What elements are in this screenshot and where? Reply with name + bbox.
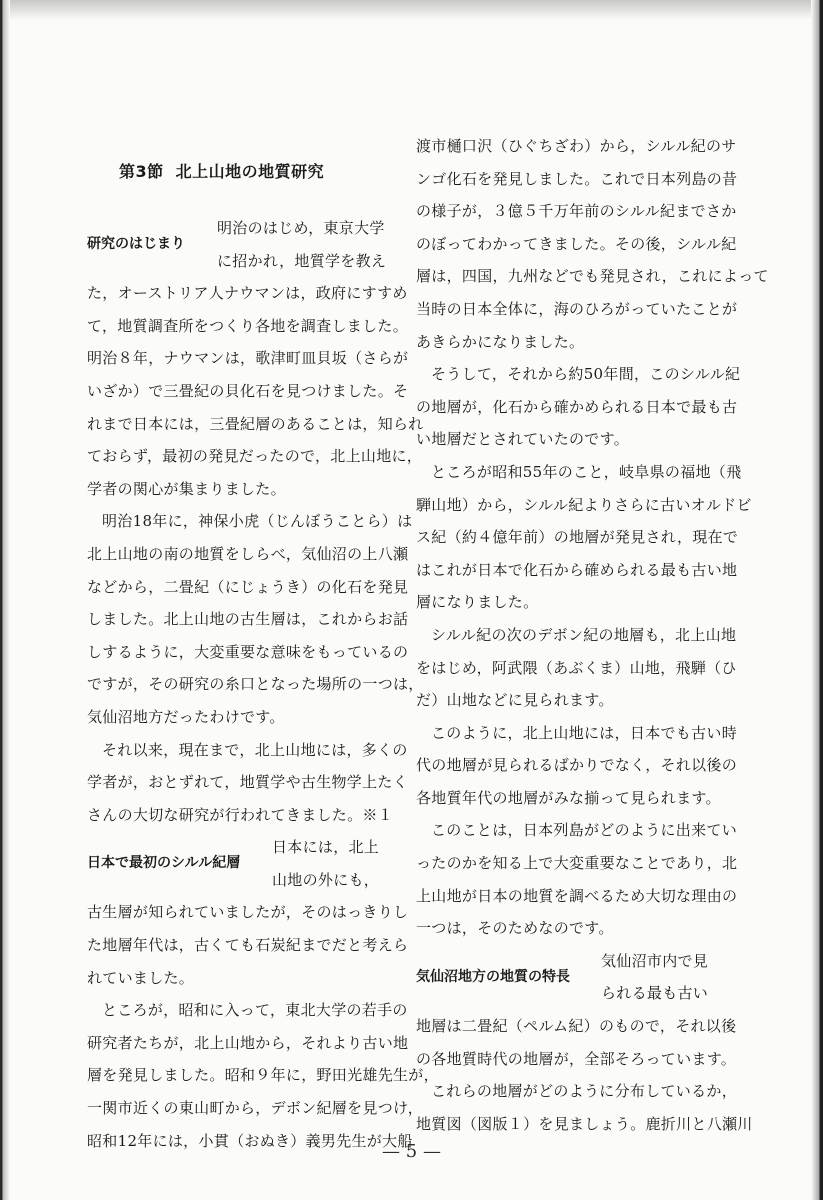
text-line: 地質図（図版１）を見ましょう。鹿折川と八瀬川 — [416, 1114, 753, 1133]
subsection-research-beginning — [87, 212, 392, 277]
text-line: ですが，その研究の糸口となった場所の一つは， — [87, 675, 424, 694]
paragraph — [416, 456, 752, 619]
text-line: 山地の外にも， — [272, 870, 380, 889]
section-number: 第3節 — [119, 162, 164, 181]
text-line: 気仙沼地方だったわけです。 — [87, 707, 285, 726]
text-line: 明治のはじめ，東京大学 — [217, 219, 385, 237]
text-line: シルル紀の次のデボン紀の地層も，北上山地 — [431, 625, 737, 644]
text-line: 一つは，そのためなのです。 — [416, 919, 614, 938]
text-line: ったのかを知る上で大変重要なことであり，北 — [416, 854, 738, 873]
text-line: 研究者たちが，北上山地から，それより古い地 — [87, 1033, 409, 1052]
text-line: られる最も古い — [601, 984, 709, 1003]
page-edge-top — [0, 0, 823, 20]
text-line: 層を発見しました。昭和９年に，野田光雄先生が， — [87, 1066, 439, 1085]
text-line: のぼってわかってきました。その後，シルル紀 — [416, 234, 737, 253]
text-line: れまで日本には，三畳紀層のあることは，知られ — [87, 414, 424, 433]
text-line: れていました。 — [87, 968, 195, 987]
paragraph — [87, 896, 409, 994]
text-line: ス紀（約４億年前）の地層が発見され，現在で — [416, 528, 739, 547]
paragraph — [416, 814, 738, 944]
paragraph — [416, 619, 737, 717]
text-line: そうして，それから約50年間，このシルル紀 — [431, 365, 741, 384]
paragraph — [87, 505, 424, 733]
text-line: た，オーストリア人ナウマンは，政府にすすめ — [87, 284, 408, 303]
text-line: 気仙沼市内で見 — [601, 951, 709, 970]
text-line: 明治８年，ナウマンは，歌津町皿貝坂（さらが — [87, 349, 409, 368]
text-line: をはじめ，阿武隈（あぶくま）山地，飛騨（ひ — [416, 658, 737, 677]
text-line: た地層年代は，古くても石炭紀までだと考えら — [87, 936, 409, 955]
text-line: 一関市近くの東山町から，デボン紀層を見つけ， — [87, 1099, 424, 1118]
text-line: 学者が，おとずれて，地質学や古生物学上たく — [87, 773, 409, 792]
text-line: い地層だとされていたのです。 — [416, 430, 630, 449]
text-line: ところが，昭和に入って，東北大学の若手の — [102, 1001, 408, 1020]
text-line: の様子が，３億５千万年前のシルル紀までさか — [416, 202, 737, 221]
text-line: 昭和12年には，小貫（おぬき）義男先生が大船 — [87, 1131, 413, 1150]
text-line: の地層が，化石から確かめられる日本で最も古 — [416, 397, 738, 416]
text-line: 層になりました。 — [416, 593, 539, 612]
text-line: ンゴ化石を発見しました。これで日本列島の昔 — [416, 169, 738, 188]
subsection-heading: 日本で最初のシルル紀層 — [87, 855, 241, 872]
text-line: て，地質調査所をつくり各地を調査しました。 — [87, 316, 409, 335]
text-line: 各地質年代の地層がみな揃って見られます。 — [416, 788, 721, 807]
paragraph — [87, 994, 439, 1157]
text-line: 騨山地）から，シルル紀よりさらに古いオルドビ — [416, 495, 752, 514]
paragraph — [416, 130, 769, 358]
subsection-first-silurian — [87, 831, 392, 896]
text-line: いざか）で三畳紀の貝化石を見つけました。そ — [87, 381, 409, 400]
subsection-kesennuma-geology — [416, 945, 721, 1010]
text-line: 古生層が知られていましたが，そのはっきりし — [87, 903, 409, 922]
paragraph — [416, 717, 738, 815]
text-line: このように，北上山地には，日本でも古い時 — [431, 723, 738, 742]
text-line: ところが昭和55年のこと，岐阜県の福地（飛 — [431, 462, 742, 481]
page-number: — 5 — — [382, 1141, 441, 1162]
text-line: あきらかになりました。 — [416, 332, 585, 351]
text-line: に招かれ，地質学を教え — [217, 251, 387, 270]
text-line: しました。北上山地の古生層は，これからお話 — [87, 610, 409, 629]
page-edge-right — [811, 0, 823, 1200]
text-line: 明治18年に，神保小虎（じんぼうことら）は — [102, 512, 413, 531]
text-line: 代の地層が見られるばかりでなく，それ以後の — [416, 756, 738, 775]
paragraph — [416, 358, 741, 456]
right-column — [416, 130, 769, 1140]
text-line: の各地質時代の地層が，全部そろっています。 — [416, 1049, 737, 1068]
page-edge-left — [0, 0, 10, 1200]
subsection-heading: 研究のはじまり — [87, 236, 185, 252]
section-title-text: 北上山地の地質研究 — [175, 162, 325, 181]
text-line: 学者の関心が集まりました。 — [87, 479, 286, 498]
text-line: このことは，日本列島がどのように出来てい — [431, 821, 738, 840]
paragraph — [87, 277, 424, 505]
text-line: などから，二畳紀（にじょうき）の化石を発見 — [87, 577, 409, 596]
text-line: 地層は二畳紀（ペルム紀）のもので，それ以後 — [416, 1017, 737, 1036]
text-line: 当時の日本全体に，海のひろがっていたことが — [416, 299, 738, 318]
paragraph — [416, 1010, 737, 1075]
text-line: 上山地が日本の地質を調べるため大切な理由の — [416, 886, 738, 905]
text-line: それ以来，現在まで，北上山地には，多くの — [102, 740, 408, 759]
text-line: ておらず，最初の発見だったので，北上山地に， — [87, 447, 423, 466]
text-line: 層は，四国，九州などでも発見され，これによって — [416, 267, 769, 286]
paragraph — [87, 734, 409, 832]
text-line: さんの大切な研究が行われてきました。※１ — [87, 805, 394, 824]
text-line: 北上山地の南の地質をしらべ，気仙沼の上八瀬 — [87, 544, 409, 563]
text-line: しするように，大変重要な意味をもっているの — [87, 642, 409, 661]
paragraph — [416, 1075, 753, 1140]
text-line: これらの地層がどのように分布しているか， — [431, 1082, 738, 1101]
text-line: 渡市樋口沢（ひぐちざわ）から，シルル紀のサ — [416, 137, 737, 155]
subsection-heading: 気仙沼地方の地質の特長 — [416, 968, 570, 985]
text-line: はこれが日本で化石から確められる最も古い地 — [416, 560, 738, 579]
text-line: だ）山地などに見られます。 — [416, 691, 614, 710]
text-line: 日本には，北上 — [272, 838, 380, 857]
left-column — [87, 132, 439, 1157]
section-title — [87, 132, 392, 212]
